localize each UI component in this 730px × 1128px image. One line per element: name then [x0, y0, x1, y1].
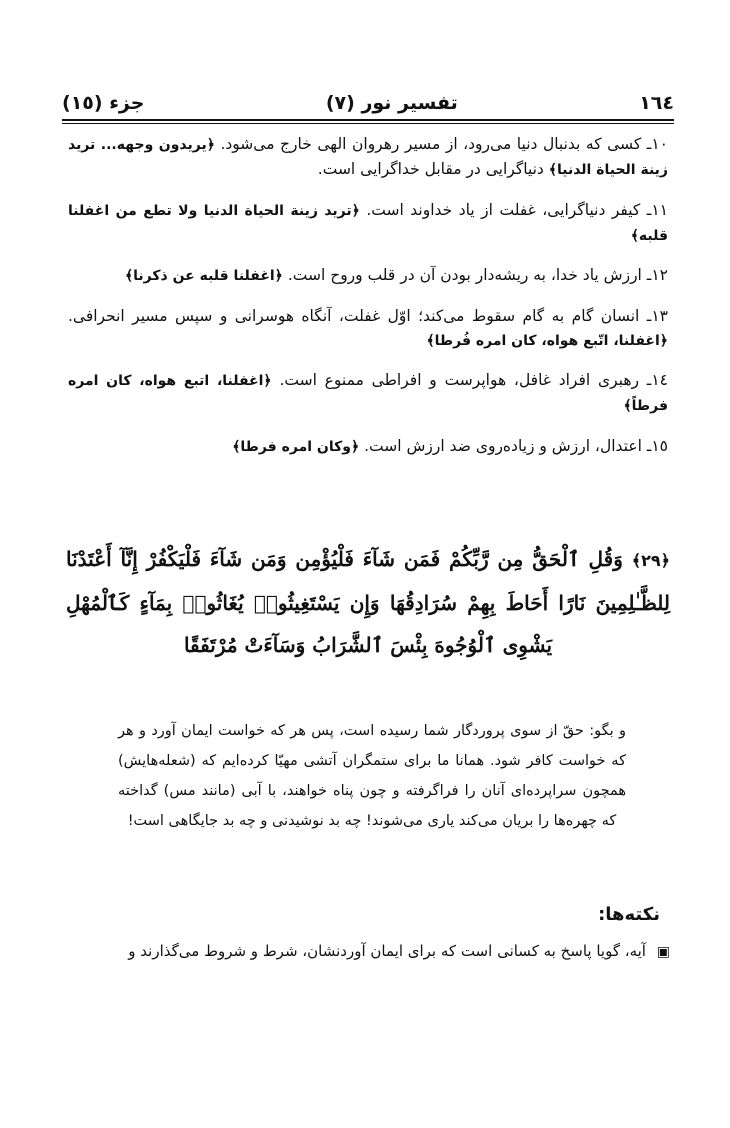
- page-header: [62, 88, 674, 118]
- book-title: تفسیر نور (۷): [325, 92, 458, 114]
- note-text: آیه، گویا پاسخ به کسانی است که برای ایمان آوردنشان، شرط و شروط می‌گذارند و: [128, 942, 646, 960]
- lesson-quote: ﴿یریدون وجهه... ترید زینة الحیاة الدنیا﴾: [68, 137, 668, 178]
- lesson-text: ١٢ـ ارزش یاد خدا، به ریشه‌دار بودن آن در قلب وروح است.: [287, 266, 668, 284]
- lesson-item: [68, 132, 668, 182]
- lesson-text: ١٤ـ رهبری افراد غافل، هواپرست و افراطی ممنوع است.: [279, 371, 669, 389]
- verse-translation: و بگو: حقّ از سوی پروردگار شما رسیده است، پس هر که خواست ایمان آورد و هر که خواست کافر شود. همانا ما برای ستمگران آتشی مهیّا کرده‌ایم که (شعله‌هایش) همچون سراپرده‌ای آنان را فراگرفته و چون پناه خواهند، با آبی (مانند مس) گداخته که چهره‌ها را بریان می‌کند یاری می‌شوند! چه بد نوشیدنی و چه بد جایگاهی است!: [118, 723, 626, 829]
- lesson-text: ١٠ـ کسی که بدنبال دنیا می‌رود، از مسیر رهروان الهی خارج می‌شود.: [220, 135, 668, 153]
- page-number: ١٦٤: [639, 92, 674, 114]
- notes-heading: نکته‌ها:: [598, 904, 660, 925]
- verse-text: وَقُلِ ٱلْحَقُّ مِن رَّبِّكُمْ فَمَن شَآءَ فَلْيُؤْمِن وَمَن شَآءَ فَلْيَكْفُرْ إِنَّآ أَعْتَدْنَا لِلظَّـٰلِمِينَ نَارًا أَحَاطَ بِهِمْ سُرَادِقُهَا وَإِن يَسْتَغِيثُوا۟ يُغَاثُوا۟ بِمَآءٍ كَٱلْمُهْلِ يَشْوِى ٱلْوُجُوهَ بِئْسَ ٱلشَّرَابُ وَسَآءَتْ مُرْتَفَقًا: [66, 547, 670, 657]
- lesson-quote: ﴿اغفلنا قلبه عن ذکرنا﴾: [124, 268, 283, 284]
- lesson-text: ١٣ـ انسان گام به گام سقوط می‌کند؛ اوّل غفلت، آنگاه هوسرانی و سپس مسیر انحرافی.: [68, 306, 668, 325]
- verse-number: ﴿٢٩﴾: [631, 551, 670, 570]
- lesson-quote: ﴿اغفلنا، اتبع هواه، کان امره فرطاً﴾: [68, 373, 668, 414]
- square-bullet-icon: ▣: [656, 944, 670, 960]
- lesson-item: [68, 198, 668, 248]
- lesson-item: [68, 434, 668, 459]
- header-rule-thin: [62, 123, 674, 124]
- lesson-quote: ﴿وکان امره فرطا﴾: [232, 438, 360, 455]
- lesson-item: [68, 368, 668, 418]
- lesson-text: ١١ـ کیفر دنیاگرایی، غفلت از یاد خداوند است.: [366, 200, 668, 219]
- lessons-list: [68, 132, 668, 469]
- juz-label: جزء (١٥): [62, 92, 145, 114]
- lesson-item: [68, 263, 668, 288]
- lesson-after: دنیاگرایی در مقابل خداگرایی است.: [317, 160, 549, 178]
- lesson-text: ١٥ـ اعتدال، ارزش و زیاده‌روی ضد ارزش است.: [364, 436, 668, 455]
- lesson-item: [68, 304, 668, 353]
- lesson-quote: ﴿اغفلنا، اتّبع هواه، کان امره فُرطا﴾: [426, 332, 668, 349]
- header-rule-thick: [62, 119, 674, 121]
- note-item: [64, 938, 670, 965]
- quran-verse: [66, 538, 670, 666]
- lesson-quote: ﴿ترید زینة الحیاة الدنیا ولا تطع من اغفلنا قلبه﴾: [68, 202, 668, 244]
